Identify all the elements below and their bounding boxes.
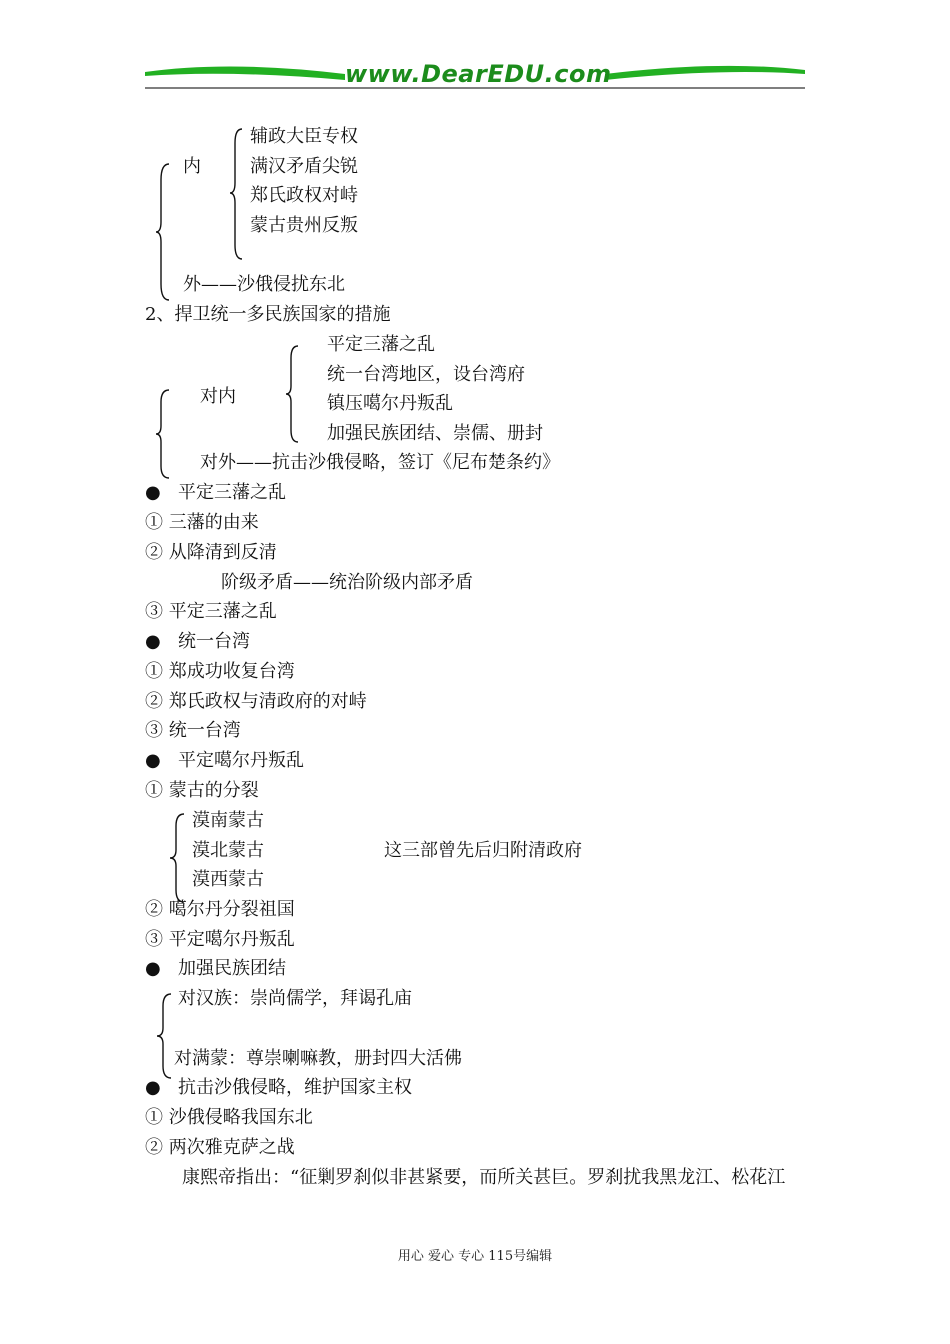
unity-title: 加强民族团结	[178, 958, 286, 979]
bullet-dot: ●	[145, 958, 161, 979]
mongol-item-2: 漠北蒙古	[192, 840, 264, 861]
sanfan-title: 平定三藩之乱	[178, 482, 286, 503]
bullet-dot: ●	[145, 631, 161, 652]
bullet-dot: ●	[145, 482, 161, 503]
taiwan-item-2: ② 郑氏政权与清政府的对峙	[145, 691, 367, 712]
galdan-item-3: ③ 平定噶尔丹叛乱	[145, 929, 295, 950]
galdan-item-2: ② 噶尔丹分裂祖国	[145, 899, 295, 920]
mongol-brace	[168, 810, 188, 906]
page-header	[0, 0, 950, 100]
inner-item-1-3: 郑氏政权对峙	[250, 185, 358, 206]
inner-item-2-4: 加强民族团结、崇儒、册封	[327, 423, 543, 444]
sanfan-item-1: ① 三藩的由来	[145, 512, 259, 533]
page-footer: 用心 爱心 专心 115号编辑	[397, 1249, 553, 1264]
inner-brace-1	[228, 125, 246, 265]
section-2-title: 2、捍卫统一多民族国家的措施	[145, 304, 391, 325]
unity-manmeng: 对满蒙：尊崇喇嘛教，册封四大活佛	[174, 1048, 462, 1069]
mongol-note: 这三部曾先后归附清政府	[384, 840, 582, 861]
taiwan-item-1: ① 郑成功收复台湾	[145, 661, 295, 682]
bullet-dot: ●	[145, 1077, 161, 1098]
russia-item-2: ② 两次雅克萨之战	[145, 1137, 295, 1158]
inner-item-1-2: 满汉矛盾尖锐	[250, 156, 358, 177]
outer-item-1: 外——沙俄侵扰东北	[183, 274, 345, 295]
mongol-item-3: 漠西蒙古	[192, 869, 264, 890]
header-brand: www.DearEDU.com	[345, 60, 612, 88]
sanfan-item-2: ② 从降清到反清	[145, 542, 277, 563]
kangxi-quote: 康熙帝指出：“征剿罗刹似非甚紧要，而所关甚巨。罗刹扰我黑龙江、松花江	[182, 1167, 786, 1188]
inner-item-1-4: 蒙古贵州反叛	[250, 215, 358, 236]
inner-brace-2	[284, 342, 302, 447]
galdan-item-1: ① 蒙古的分裂	[145, 780, 259, 801]
taiwan-title: 统一台湾	[178, 631, 250, 652]
taiwan-item-3: ③ 统一台湾	[145, 720, 241, 741]
mongol-item-1: 漠南蒙古	[192, 810, 264, 831]
unity-han: 对汉族：崇尚儒学，拜谒孔庙	[178, 988, 412, 1009]
inner-label-1: 内	[183, 156, 201, 177]
inner-item-2-1: 平定三藩之乱	[327, 334, 435, 355]
russia-item-1: ① 沙俄侵略我国东北	[145, 1107, 313, 1128]
inner-item-2-3: 镇压噶尔丹叛乱	[327, 393, 453, 414]
inner-item-2-2: 统一台湾地区，设台湾府	[327, 364, 525, 385]
outer-brace-1	[155, 160, 175, 305]
sanfan-item-3: ③ 平定三藩之乱	[145, 601, 277, 622]
inner-label-2: 对内	[200, 386, 236, 407]
sanfan-note: 阶级矛盾——统治阶级内部矛盾	[221, 572, 473, 593]
inner-item-1-1: 辅政大臣专权	[250, 126, 358, 147]
galdan-title: 平定噶尔丹叛乱	[178, 750, 304, 771]
unity-brace	[155, 990, 175, 1082]
outer-item-2: 对外——抗击沙俄侵略，签订《尼布楚条约》	[200, 452, 560, 473]
outer-brace-2	[155, 386, 175, 481]
russia-title: 抗击沙俄侵略，维护国家主权	[178, 1077, 412, 1098]
bullet-dot: ●	[145, 750, 161, 771]
